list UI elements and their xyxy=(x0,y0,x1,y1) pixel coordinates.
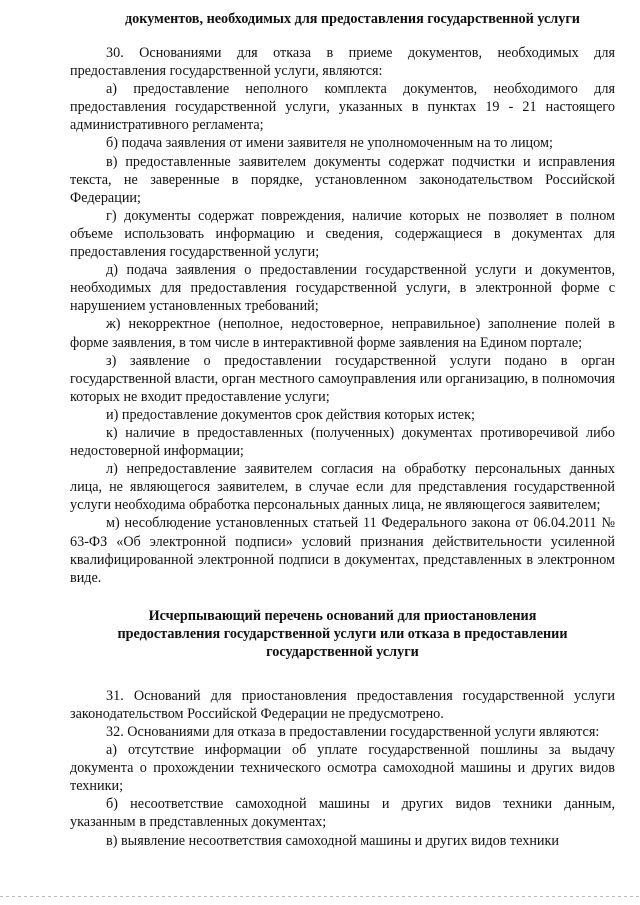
section-30-item-m: м) несоблюдение установленных статьей 11 Федерального закона от 06.04.2011 № 63-ФЗ «Об электронной подписи» условий признания действительности усиленной квалифицированной электронной подписи в документах, представленных в электронном виде. xyxy=(70,515,615,586)
section-30-item-k: к) наличие в предоставленных (полученных) документах противоречивой либо недостоверной информации; xyxy=(70,424,615,460)
section-31-text: 31. Оснований для приостановления предоставления государственной услуги законодательством Российской Федерации не предусмотрено. xyxy=(70,687,615,722)
section-32-intro: 32. Основаниями для отказа в предоставлении государственной услуги являются: xyxy=(106,724,600,740)
section-30-item-l: л) непредоставление заявителем согласия на обработку персональных данных лица, не являющегося заявителем, в случае если для представления государственной услуги необходима обработка персональных данных лица, не являющегося заявителем; xyxy=(70,461,615,514)
scan-edge-divider xyxy=(0,896,640,897)
section-30-item-zh: ж) некорректное (неполное, недостоверное, неправильное) заполнение полей в форме заявления, в том числе в интерактивной форме заявления на Едином портале; xyxy=(70,316,615,351)
section-heading-line-3: государственной услуги xyxy=(266,643,419,660)
section-heading-suspension xyxy=(70,607,615,661)
page-header-title: документов, необходимых для предоставления государственной услуги xyxy=(125,11,580,27)
section-30-item-z: з) заявление о предоставлении государственной услуги подано в орган государственной власти, орган местного самоуправления или организацию, в полномочия которых не входит предоставление услуги; xyxy=(70,352,615,405)
section-32-item-v: в) выявление несоответствия самоходной машины и других видов техники xyxy=(106,832,560,849)
section-heading-line-1: Исчерпывающий перечень оснований для приостановления xyxy=(148,607,537,624)
section-heading-line-2: предоставления государственной услуги или отказа в предоставлении xyxy=(117,625,568,642)
section-30-intro: 30. Основаниями для отказа в приеме документов, необходимых для предоставления государственной услуги, являются: xyxy=(70,45,615,80)
section-30-item-v: в) предоставленные заявителем документы содержат подчистки и исправления текста, не заверенные в порядке, установленном законодательством Российской Федерации; xyxy=(70,153,615,206)
section-30-item-a: а) предоставление неполного комплекта документов, необходимого для предоставления государственной услуги, указанных в пунктах 19 - 21 настоящего административного регламента; xyxy=(70,81,615,134)
section-30-item-i: и) предоставление документов срок действия которых истек; xyxy=(106,406,475,423)
section-32-item-b: б) несоответствие самоходной машины и других видов техники данным, указанным в представленных документах; xyxy=(70,796,615,831)
section-30-item-g: г) документы содержат повреждения, наличие которых не позволяет в полном объеме использовать информацию и сведения, содержащиеся в документах для предоставления государственной услуги; xyxy=(70,207,615,261)
section-30-item-d: д) подача заявления о предоставлении государственной услуги и документов, необходимых для предоставления государственной услуги, в электронной форме с нарушением установленных требований; xyxy=(70,262,615,315)
document-body xyxy=(70,44,615,850)
section-32-item-a: а) отсутствие информации об уплате государственной пошлины за выдачу документа о прохождении технического осмотра самоходной машины и других видов техники; xyxy=(70,742,615,795)
section-30-item-b: б) подача заявления от имени заявителя не уполномоченным на то лицом; xyxy=(106,135,553,152)
